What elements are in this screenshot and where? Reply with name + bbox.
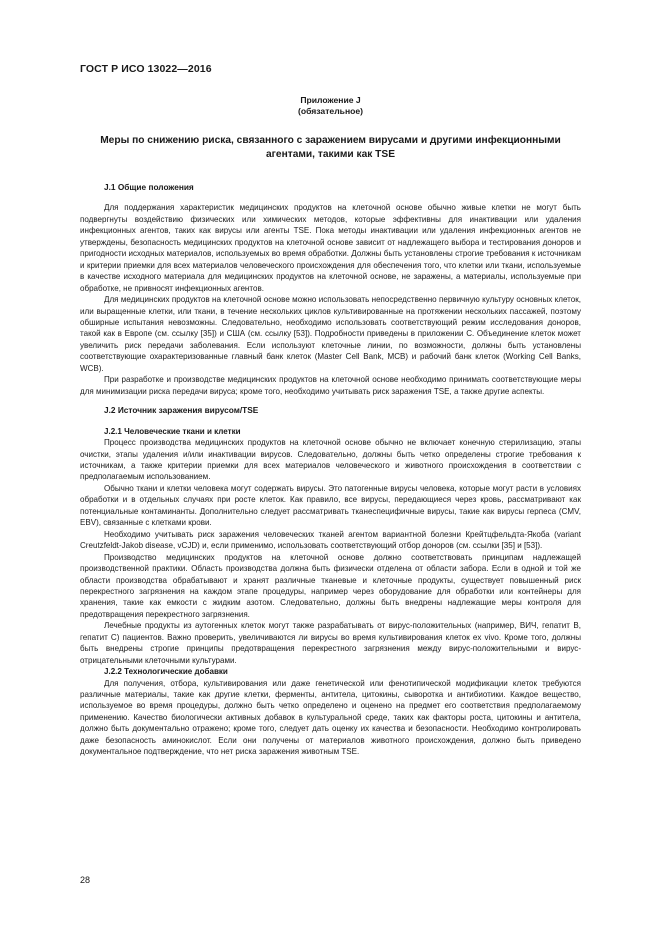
page-title: Меры по снижению риска, связанного с заражением вирусами и другими инфекционными агентами, такими как TSE (100, 135, 561, 160)
appendix-block (80, 95, 581, 117)
appendix-status: (обязательное) (297, 106, 364, 116)
paragraph: Для поддержания характеристик медицинских продуктов на клеточной основе обычно живые клетки не могут быть подвергнуты воздействию физических или химических методов, которые эффективны для инактивации или удаления инфекционных агентов, таких как вирусы или агенты TSE. Пока методы инактивации или удаления инфекционных агентов не утверждены, безопасность медицинских продуктов на клеточной основе зависит от надлежащего выбора и тестирования доноров и пригодности исходных материалов, используемых во время обработки. Должны быть установлены строгие требования к источникам и критерии приемки для всех материалов человеческого происхождения для обеспечения того, что клетки или ткани, используемые в качестве исходного материала для медицинских продуктов на клеточной основе, не заражены, а материалы, используемые при обработке, не привносят инфекционных агентов. (80, 203, 581, 293)
paragraph: При разработке и производстве медицинских продуктов на клеточной основе необходимо принимать соответствующие меры для минимизации риска передачи вируса; кроме того, необходимо учитывать риск заражения TSE, а также другие аспекты. (80, 375, 581, 396)
document-body (80, 182, 581, 758)
paragraph: Лечебные продукты из аутогенных клеток могут также разрабатывать от вирус-положительных (например, ВИЧ, гепатит В, гепатит С) пациентов. Важно проверить, увеличиваются ли вирусы во время культивирования клеток ex vivo. Кроме того, должны быть внедрены строгие принципы предотвращения перекрестного загрязнения между вирус-положительными и вирус-отрицательными клеточными культурами. (80, 621, 581, 665)
section-heading-j2: J.2 Источник заражения вирусом/TSE (104, 405, 259, 416)
subsection-heading-j22: J.2.2 Технологические добавки (104, 667, 228, 677)
paragraph: Производство медицинских продуктов на клеточной основе должно соответствовать принципам надлежащей производственной практики. Область производства должна быть физически отделена от области забора. Если в одной и той же области производства обрабатывают и хранят различные тканевые и клеточные продукты, существует повышенный риск перекрестного загрязнения на каждом этапе процедуры, например через оборудование для обработки или контейнеры для хранения, такие как емкости с жидким азотом. Следовательно, должны быть внедрены надлежащие меры контроля для предотвращения перекрестного загрязнения. (80, 552, 581, 619)
paragraph: Обычно ткани и клетки человека могут содержать вирусы. Это патогенные вирусы человека, которые могут расти в условиях обработки и в отдельных случаях при росте клеток. Как правило, все вирусы, передающиеся через кровь, рассматривают как потенциальные контаминанты. Дополнительно следует рассматривать тканеспецифичные вирусы, такие как вирусы герпеса (CMV, EBV), связанные с клетками крови. (80, 483, 581, 528)
paragraph: Для получения, отбора, культивирования или даже генетической или фенотипической модификации клеток требуются различные материалы, такие как другие клетки, ферменты, антитела, цитокины, сыворотка и антибиотики. Каждое вещество, используемое во время процедуры, должно быть четко определено и оценено на предмет его соответствия предполагаемому применению. Качество биологически активных добавок в культуральной среде, таких как факторы роста, цитокины и антитела, должно быть документально отражено; кроме того, следует дать оценку их качества и безопасности. Необходимо контролировать даже безопасность аминокислот. Если они получены от материалов животного происхождения, должно быть приведено документальное подтверждение, что нет риска заражения животным TSE. (80, 678, 581, 757)
paragraph: Процесс производства медицинских продуктов на клеточной основе обычно не включает конечную стерилизацию, этапы очистки, этапы удаления и/или инактивации вирусов. Следовательно, должны быть четко определены строгие требования к источникам, а также критерии приемки для всех материалов человеческого и животного происхождения в соответствии с предполагаемым использованием. (80, 438, 581, 482)
page-number: 28 (80, 875, 91, 885)
paragraph: Для медицинских продуктов на клеточной основе можно использовать непосредственно первичную культуру основных клеток, или выращенные клетки, или ткани, в течение нескольких циклов культивированные на протяжении нескольких пассажей, поэтому обширные испытания невозможны. Следовательно, необходимо использовать соответствующий режим исследования доноров, такой как в Европе (см. ссылку [35]) и США (см. ссылку [53]). Подробности приведены в приложении С. Объединение клеток может увеличить риск передачи заболевания. Если используют клеточные линии, по возможности, должны быть установлены соответствующие охарактеризованные главный банк клеток (Master Cell Bank, MCB) и рабочий банк клеток (Working Cell Banks, WCB). (80, 295, 581, 373)
section-heading-j1: J.1 Общие положения (104, 182, 194, 192)
appendix-title: Приложение J (300, 95, 361, 105)
standard-header: ГОСТ Р ИСО 13022—2016 (80, 63, 212, 75)
subsection-heading-j21: J.2.1 Человеческие ткани и клетки (104, 426, 241, 436)
paragraph: Необходимо учитывать риск заражения человеческих тканей агентом вариантной болезни Крейтцфельдта-Якоба (variant Creutzfeldt-Jakob disease, vCJD) и, если применимо, использовать соответствующий отбор доноров (см. ссылки [35] и [53]). (80, 529, 581, 551)
